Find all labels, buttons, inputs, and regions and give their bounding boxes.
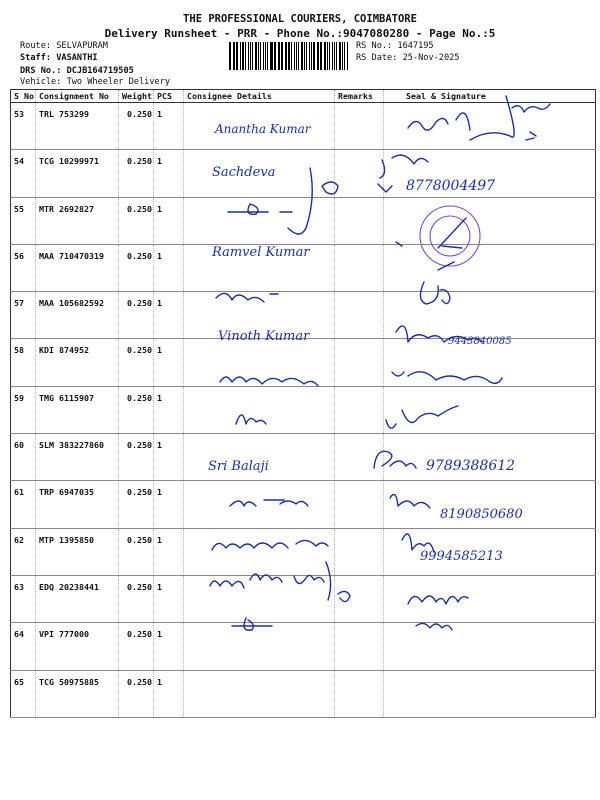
weight-cell: 0.250 [119, 670, 154, 717]
consignee-cell [184, 481, 335, 528]
remarks-cell [335, 292, 384, 339]
remarks-cell [335, 481, 384, 528]
sno-cell: 61 [11, 481, 36, 528]
consignee-handwriting: Sri Balaji [208, 459, 269, 474]
table-header-row [11, 90, 596, 103]
table-row [11, 150, 596, 197]
signature-cell [384, 339, 596, 386]
pcs-cell: 1 [154, 386, 184, 433]
consignment-number: TCG 50975885 [36, 670, 119, 717]
table-row [11, 103, 596, 150]
barcode [229, 42, 349, 70]
consignment-number: MAA 105682592 [36, 292, 119, 339]
pcs-cell: 1 [154, 103, 184, 150]
phone-handwriting: 8190850680 [440, 507, 523, 522]
remarks-cell [335, 434, 384, 481]
rs-date: RS Date: 25-Nov-2025 [356, 53, 460, 63]
consignee-handwriting: Anantha Kumar [215, 122, 311, 136]
weight-cell: 0.250 [119, 575, 154, 622]
vehicle-text: Vehicle: Two Wheeler Delivery [20, 77, 171, 87]
runsheet-table [10, 89, 596, 718]
signature-cell [384, 150, 596, 197]
sno-cell: 56 [11, 244, 36, 291]
weight-cell: 0.250 [119, 103, 154, 150]
runsheet-subtitle: Delivery Runsheet - PRR - Phone No.:9047080280 - Page No.:5 [104, 27, 496, 40]
table-row [11, 481, 596, 528]
signature-cell [384, 623, 596, 670]
signature-cell [384, 244, 596, 291]
consignee-cell [184, 339, 335, 386]
pcs-cell: 1 [154, 528, 184, 575]
drs-number: DRS No.: DCJB164719505 [20, 66, 134, 76]
table-row [11, 623, 596, 670]
signature-cell [384, 670, 596, 717]
route-text: Route: SELVAPURAM [20, 41, 108, 51]
consignee-cell [184, 575, 335, 622]
remarks-cell [335, 150, 384, 197]
pcs-cell: 1 [154, 623, 184, 670]
weight-cell: 0.250 [119, 528, 154, 575]
pcs-cell: 1 [154, 150, 184, 197]
table-row [11, 670, 596, 717]
consignment-number: MTP 1395850 [36, 528, 119, 575]
col-sno: S No [11, 90, 36, 103]
pcs-cell: 1 [154, 339, 184, 386]
signature-cell [384, 575, 596, 622]
consignee-cell [184, 197, 335, 244]
sno-cell: 54 [11, 150, 36, 197]
remarks-cell [335, 339, 384, 386]
signature-cell [384, 528, 596, 575]
col-pcs: PCS [154, 90, 184, 103]
consignment-number: MTR 2692827 [36, 197, 119, 244]
consignee-handwriting: Sachdeva [212, 165, 276, 180]
sno-cell: 63 [11, 575, 36, 622]
remarks-cell [335, 623, 384, 670]
phone-handwriting: 8778004497 [406, 178, 496, 194]
consignee-cell [184, 670, 335, 717]
table-row [11, 528, 596, 575]
signature-cell [384, 103, 596, 150]
weight-cell: 0.250 [119, 150, 154, 197]
pcs-cell: 1 [154, 292, 184, 339]
col-consignee: Consignee Details [184, 90, 335, 103]
pcs-cell: 1 [154, 244, 184, 291]
weight-cell: 0.250 [119, 292, 154, 339]
sno-cell: 60 [11, 434, 36, 481]
sno-cell: 55 [11, 197, 36, 244]
sno-cell: 58 [11, 339, 36, 386]
phone-handwriting: 9994585213 [420, 549, 503, 564]
phone-handwriting: 9789388612 [426, 458, 516, 474]
sno-cell: 64 [11, 623, 36, 670]
consignment-number: KDI 874952 [36, 339, 119, 386]
table-row [11, 339, 596, 386]
remarks-cell [335, 103, 384, 150]
consignment-number: TRP 6947035 [36, 481, 119, 528]
consignee-cell [184, 434, 335, 481]
consignee-cell [184, 528, 335, 575]
consignment-number: TMG 6115907 [36, 386, 119, 433]
table-row [11, 292, 596, 339]
consignment-number: MAA 710470319 [36, 244, 119, 291]
remarks-cell [335, 575, 384, 622]
sno-cell: 59 [11, 386, 36, 433]
consignment-number: TRL 753299 [36, 103, 119, 150]
consignee-cell [184, 386, 335, 433]
weight-cell: 0.250 [119, 244, 154, 291]
pcs-cell: 1 [154, 197, 184, 244]
rs-number: RS No.: 1647195 [356, 41, 434, 51]
remarks-cell [335, 197, 384, 244]
remarks-cell [335, 528, 384, 575]
remarks-cell [335, 670, 384, 717]
consignee-cell [184, 292, 335, 339]
phone-handwriting: 9443840085 [448, 336, 512, 347]
signature-cell [384, 292, 596, 339]
table-row [11, 575, 596, 622]
company-title: THE PROFESSIONAL COURIERS, COIMBATORE [183, 13, 417, 25]
weight-cell: 0.250 [119, 434, 154, 481]
staff-text: Staff: VASANTHI [20, 53, 98, 63]
sno-cell: 57 [11, 292, 36, 339]
sno-cell: 62 [11, 528, 36, 575]
col-consignment: Consignment No [36, 90, 119, 103]
signature-cell [384, 481, 596, 528]
weight-cell: 0.250 [119, 197, 154, 244]
table-row [11, 244, 596, 291]
consignment-number: TCG 10299971 [36, 150, 119, 197]
col-signature: Seal & Signature [384, 90, 596, 103]
signature-cell [384, 197, 596, 244]
col-remarks: Remarks [335, 90, 384, 103]
consignee-cell [184, 150, 335, 197]
remarks-cell [335, 244, 384, 291]
table-row [11, 197, 596, 244]
consignee-cell [184, 103, 335, 150]
sno-cell: 53 [11, 103, 36, 150]
sno-cell: 65 [11, 670, 36, 717]
signature-cell [384, 434, 596, 481]
signature-cell [384, 386, 596, 433]
consignment-number: SLM 383227860 [36, 434, 119, 481]
weight-cell: 0.250 [119, 481, 154, 528]
consignee-handwriting: Ramvel Kumar [212, 245, 310, 260]
col-weight: Weight [119, 90, 154, 103]
weight-cell: 0.250 [119, 623, 154, 670]
consignee-handwriting: Vinoth Kumar [218, 329, 310, 344]
pcs-cell: 1 [154, 670, 184, 717]
table-row [11, 434, 596, 481]
pcs-cell: 1 [154, 575, 184, 622]
pcs-cell: 1 [154, 434, 184, 481]
consignee-cell [184, 623, 335, 670]
table-row [11, 386, 596, 433]
remarks-cell [335, 386, 384, 433]
weight-cell: 0.250 [119, 339, 154, 386]
consignment-number: VPI 777000 [36, 623, 119, 670]
consignee-cell [184, 244, 335, 291]
weight-cell: 0.250 [119, 386, 154, 433]
pcs-cell: 1 [154, 481, 184, 528]
consignment-number: EDQ 20238441 [36, 575, 119, 622]
